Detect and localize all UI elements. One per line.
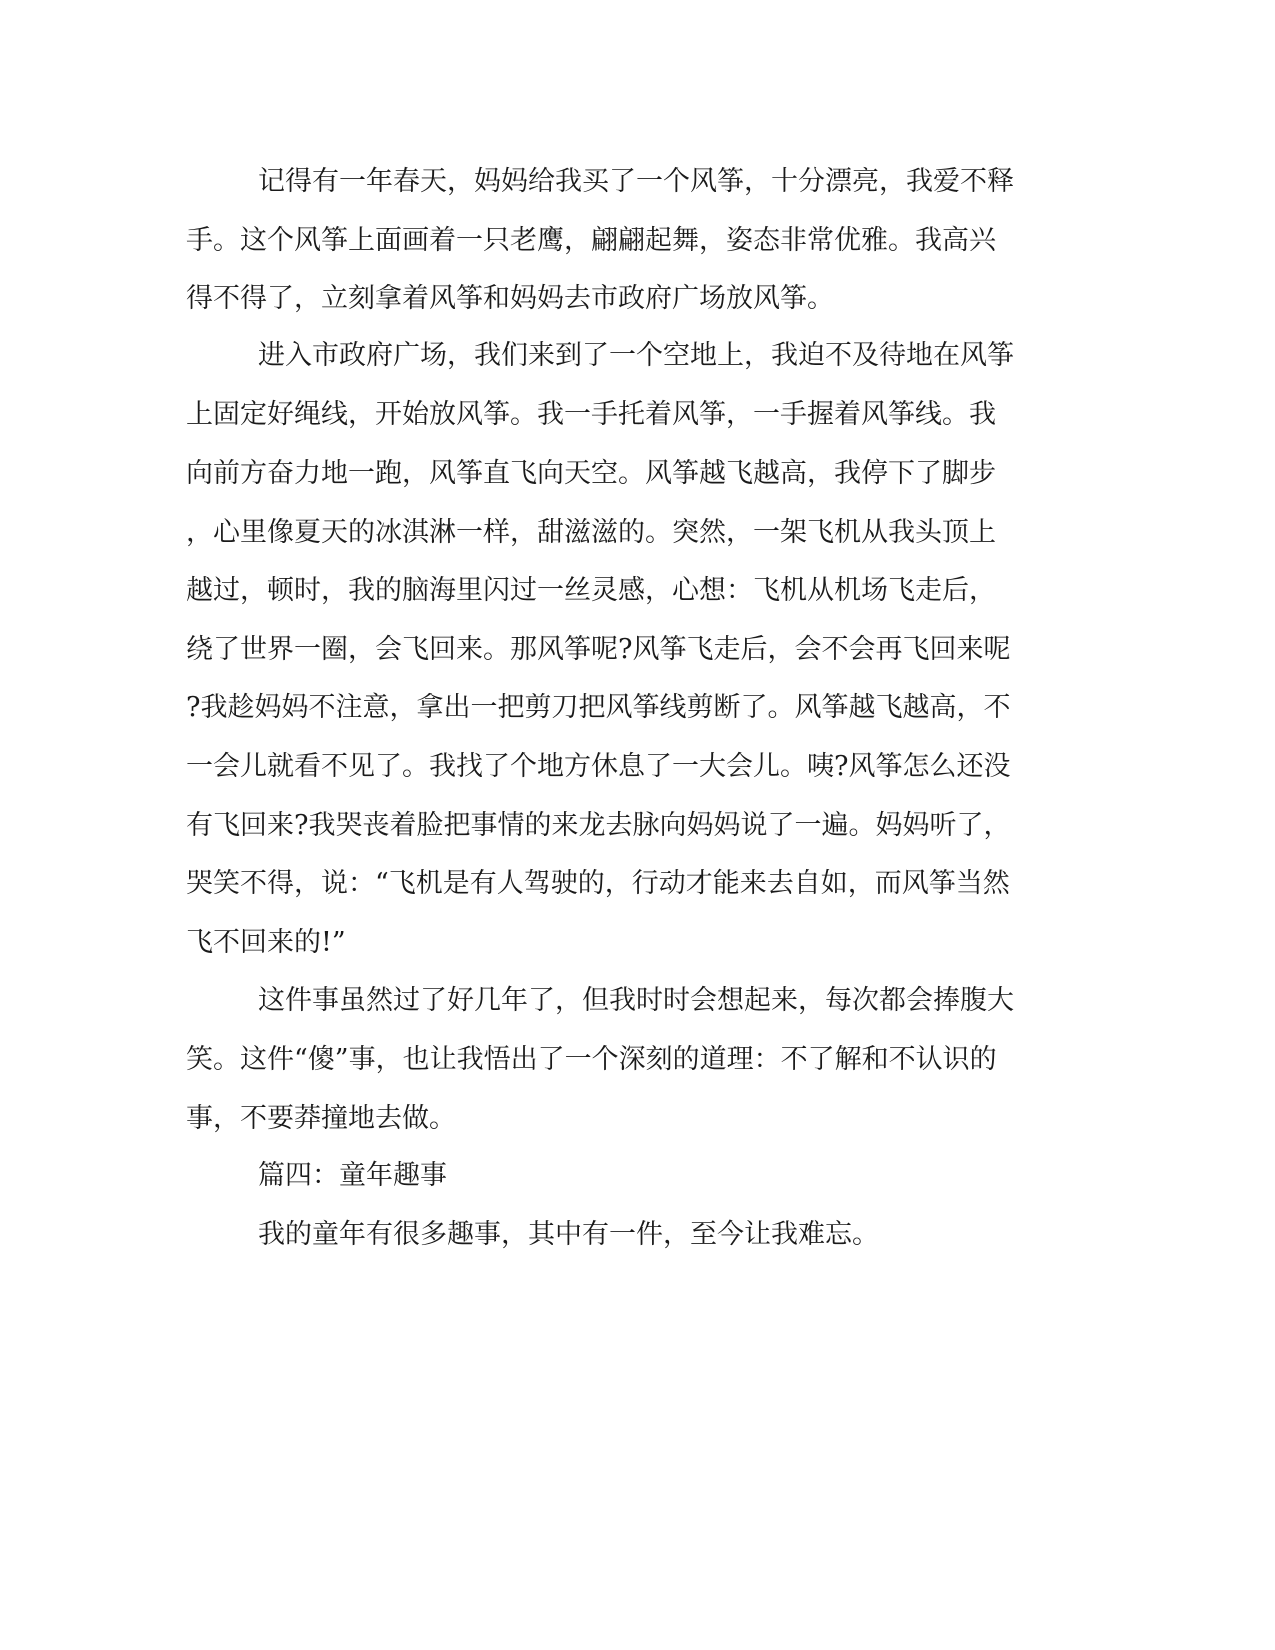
paragraph-2-line-3: 向前方奋力地一跑，风筝直飞向天空。风筝越飞越高，我停下了脚步 [186, 458, 996, 489]
paragraph-1-line-2: 手。这个风筝上面画着一只老鹰，翩翩起舞，姿态非常优雅。我高兴 [186, 225, 996, 256]
paragraph-2-line-11: 飞不回来的!” [186, 927, 346, 958]
paragraph-4-line-1: 我的童年有很多趣事，其中有一件，至今让我难忘。 [258, 1219, 879, 1250]
paragraph-3-line-3: 事，不要莽撞地去做。 [186, 1103, 456, 1134]
paragraph-2-line-5: 越过，顿时，我的脑海里闪过一丝灵感，心想：飞机从机场飞走后， [186, 575, 996, 606]
paragraph-2-line-8: 一会儿就看不见了。我找了个地方休息了一大会儿。咦?风筝怎么还没 [186, 751, 1011, 782]
paragraph-2-line-4: ，心里像夏天的冰淇淋一样，甜滋滋的。突然，一架飞机从我头顶上 [186, 517, 996, 548]
section-heading: 篇四：童年趣事 [258, 1160, 447, 1191]
paragraph-3-line-2: 笑。这件“傻”事，也让我悟出了一个深刻的道理：不了解和不认识的 [186, 1044, 997, 1075]
paragraph-2-line-10: 哭笑不得，说：“飞机是有人驾驶的，行动才能来去自如，而风筝当然 [186, 868, 1010, 899]
paragraph-2-line-2: 上固定好绳线，开始放风筝。我一手托着风筝，一手握着风筝线。我 [186, 399, 996, 430]
paragraph-3-line-1: 这件事虽然过了好几年了，但我时时会想起来，每次都会捧腹大 [258, 985, 1014, 1016]
paragraph-2-line-6: 绕了世界一圈，会飞回来。那风筝呢?风筝飞走后，会不会再飞回来呢 [186, 634, 1011, 665]
paragraph-1-line-3: 得不得了，立刻拿着风筝和妈妈去市政府广场放风筝。 [186, 283, 834, 314]
paragraph-2-line-7: ?我趁妈妈不注意，拿出一把剪刀把风筝线剪断了。风筝越飞越高，不 [186, 692, 1011, 723]
paragraph-2-line-9: 有飞回来?我哭丧着脸把事情的来龙去脉向妈妈说了一遍。妈妈听了， [186, 810, 1011, 841]
paragraph-1-line-1: 记得有一年春天，妈妈给我买了一个风筝，十分漂亮，我爱不释 [258, 166, 1014, 197]
paragraph-2-line-1: 进入市政府广场，我们来到了一个空地上，我迫不及待地在风筝 [258, 340, 1014, 371]
